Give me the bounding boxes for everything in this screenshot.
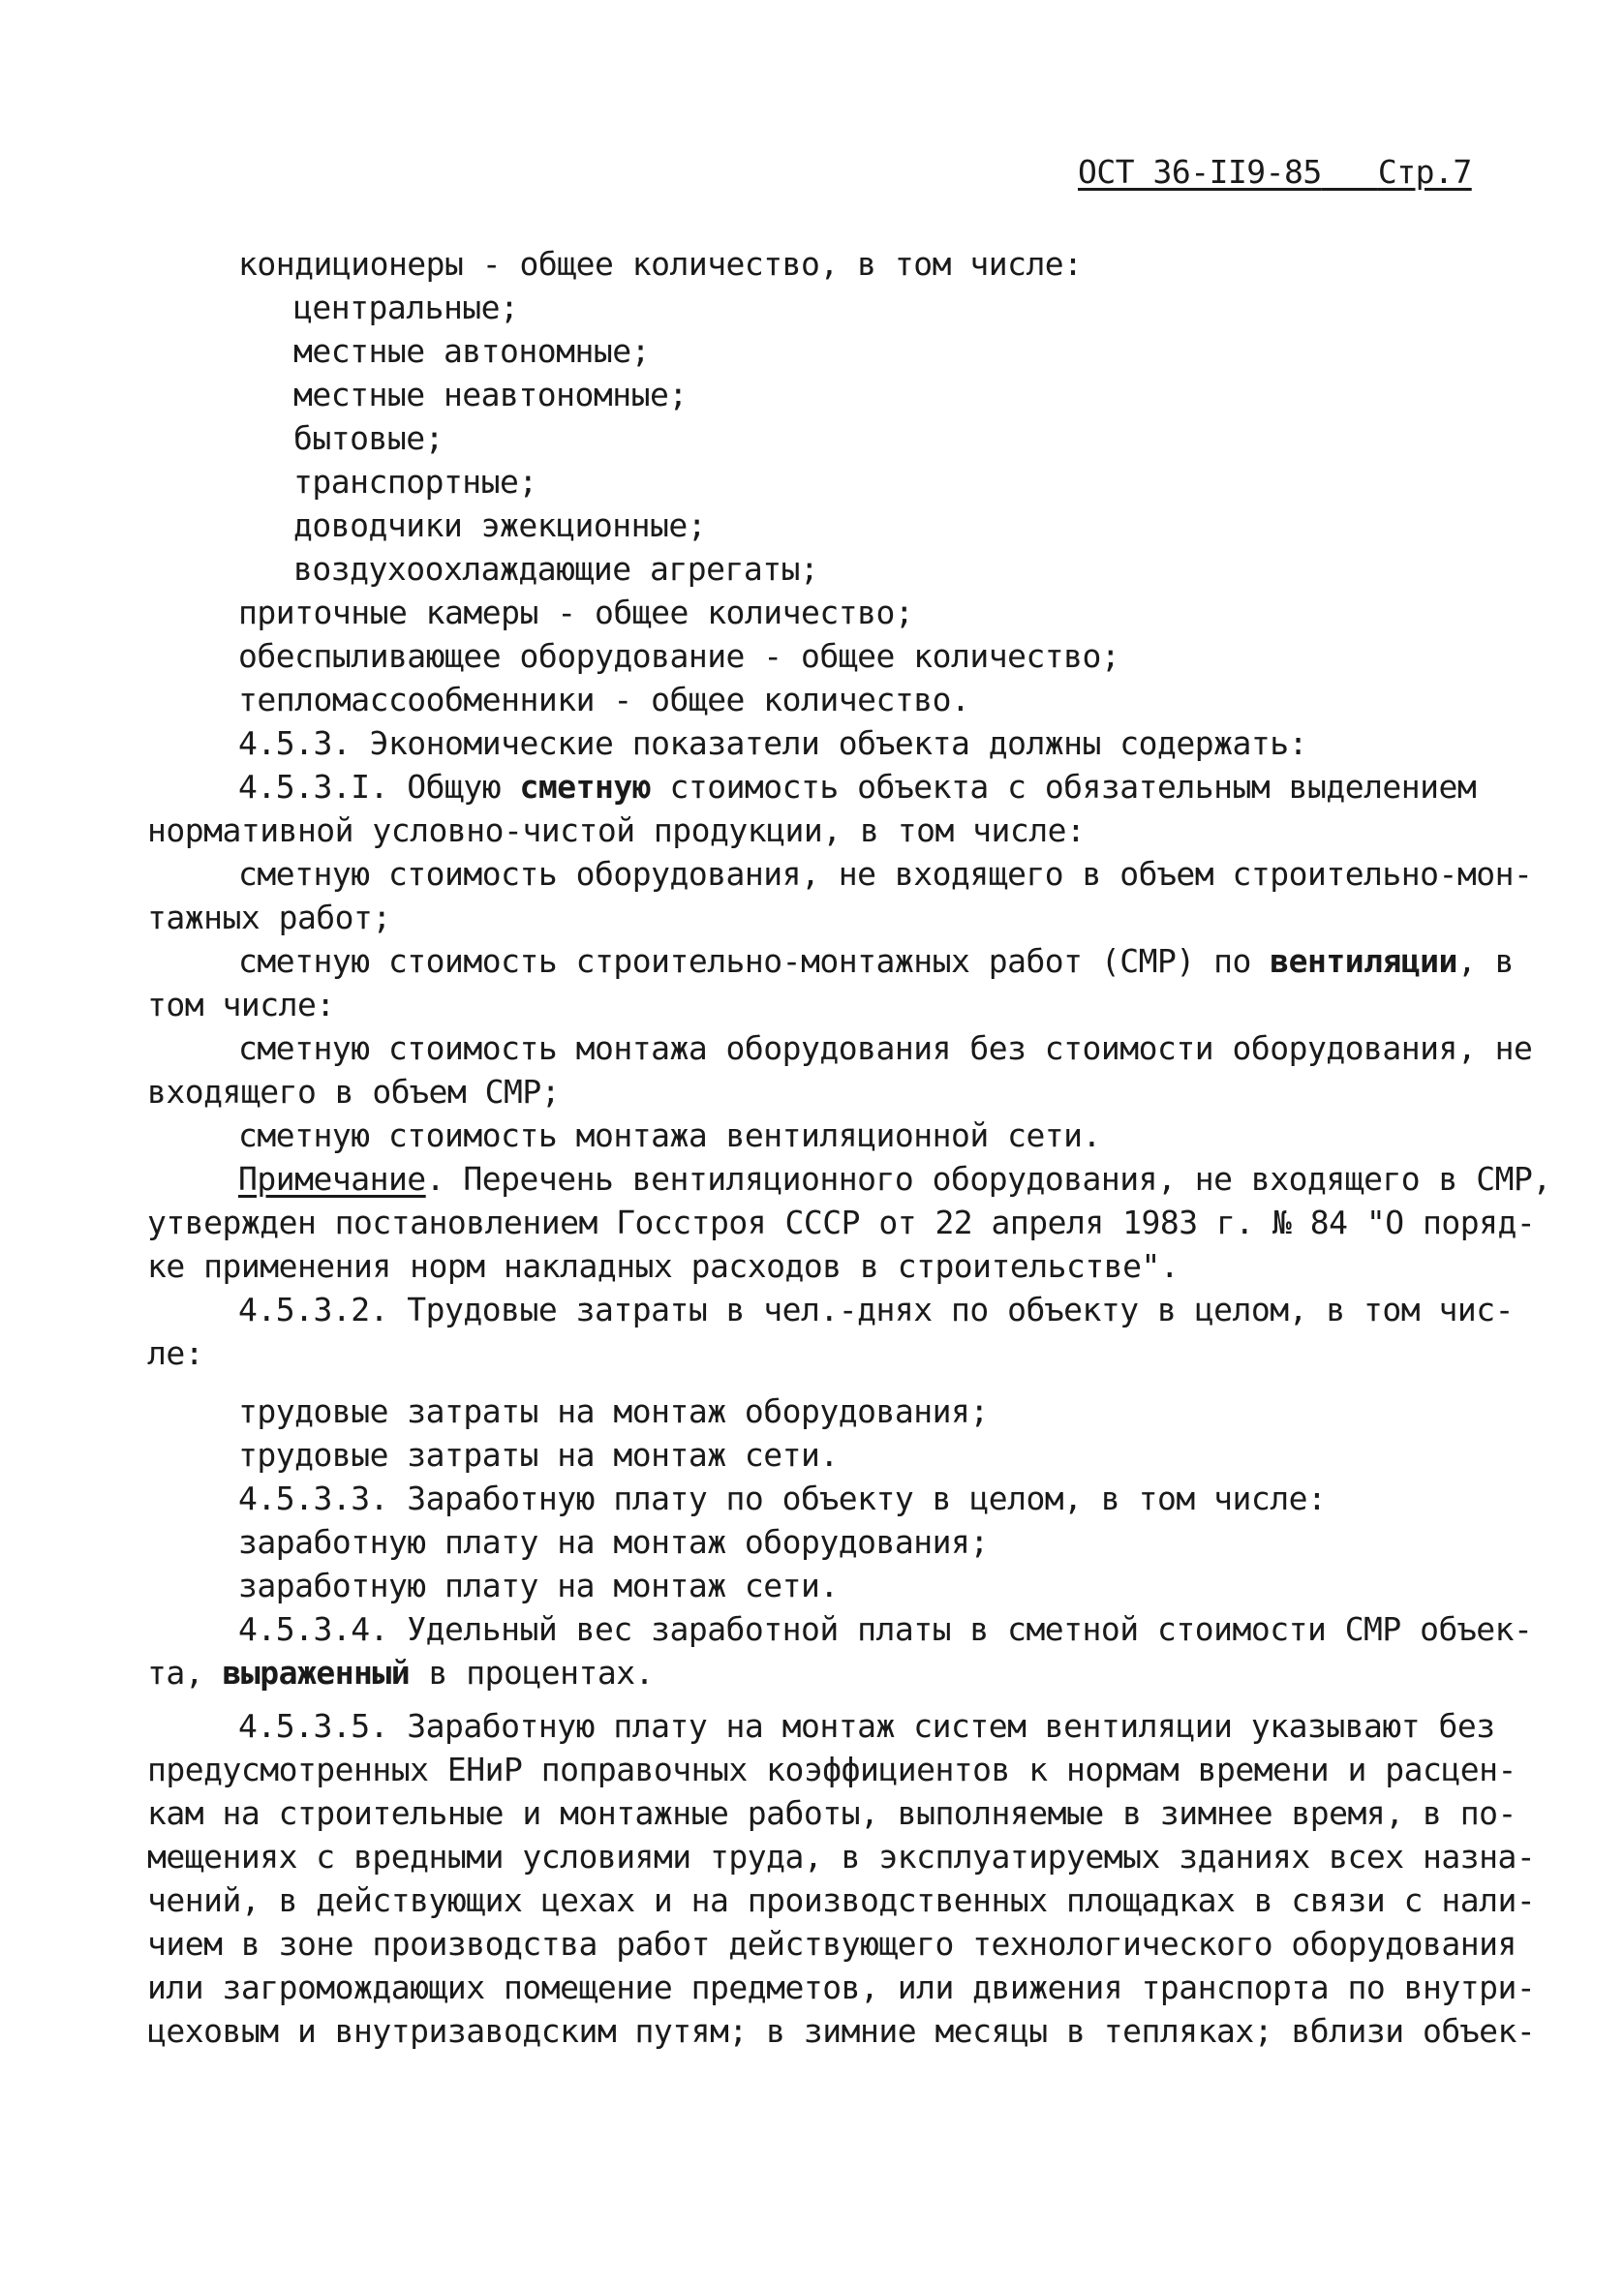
note-label: Примечание xyxy=(238,1160,426,1198)
text-line xyxy=(147,896,391,939)
text-line xyxy=(238,1704,1495,1748)
text-segment: 4.5.3.I. Общую xyxy=(238,768,520,806)
text-segment: трудовые затраты на монтаж оборудования; xyxy=(238,1392,989,1430)
page-header xyxy=(1078,153,1472,191)
emphasized-text: сметную xyxy=(519,768,652,806)
text-segment: транспортные; xyxy=(293,463,537,501)
text-segment: сметную стоимость монтажа вентиляционной сети. xyxy=(238,1116,1101,1154)
text-segment: сметную стоимость оборудования, не входящего в объем строительно-мон- xyxy=(238,855,1533,893)
text-line xyxy=(147,983,335,1026)
text-line xyxy=(238,242,1083,286)
text-line xyxy=(147,1966,1535,2009)
text-line xyxy=(147,1244,1179,1288)
text-segment: трудовые затраты на монтаж сети. xyxy=(238,1436,839,1474)
text-segment: ке применения норм накладных расходов в строительстве". xyxy=(147,1247,1180,1285)
text-segment: 4.5.3.3. Заработную плату по объекту в целом, в том числе: xyxy=(238,1480,1327,1517)
text-segment: кондиционеры - общее количество, в том числе: xyxy=(238,245,1083,283)
text-segment: тепломассообменники - общее количество. xyxy=(238,681,970,718)
text-segment: местные неавтономные; xyxy=(293,376,688,413)
text-line xyxy=(147,1070,560,1114)
text-segment: кам на строительные и монтажные работы, выполняемые в зимнее время, в по- xyxy=(147,1794,1517,1832)
text-segment: та, xyxy=(147,1654,223,1692)
text-segment: , в xyxy=(1456,942,1515,980)
text-segment: 4.5.3.2. Трудовые затраты в чел.-днях по объекту в целом, в том чис- xyxy=(238,1291,1515,1328)
text-segment: мещениях с вредными условиями труда, в эксплуатируемых зданиях всех назна- xyxy=(147,1838,1536,1876)
text-segment: бытовые; xyxy=(293,419,444,457)
text-segment: ле: xyxy=(147,1334,204,1372)
text-segment: нормативной условно-чистой продукции, в том числе: xyxy=(147,811,1086,849)
text-line xyxy=(238,852,1532,896)
text-line xyxy=(238,1564,839,1607)
text-line xyxy=(238,591,913,634)
text-segment: стоимость объекта с обязательным выделением xyxy=(651,768,1477,806)
text-segment: 4.5.3.4. Удельный вес заработной платы в сметной стоимости СМР объек- xyxy=(238,1610,1533,1648)
text-line xyxy=(238,1288,1514,1331)
page-number: Стр.7 xyxy=(1377,153,1472,191)
emphasized-text: выраженный xyxy=(222,1654,411,1692)
text-segment: 4.5.3.5. Заработную плату на монтаж систем вентиляции указывают без xyxy=(238,1707,1495,1745)
text-segment: 4.5.3. Экономические показатели объекта должны содержать: xyxy=(238,724,1307,762)
text-line xyxy=(293,373,688,416)
text-line xyxy=(293,416,444,460)
text-segment: тажных работ; xyxy=(147,899,391,936)
emphasized-text: вентиляции xyxy=(1270,942,1457,980)
text-segment: в процентах. xyxy=(410,1654,654,1692)
text-segment: центральные; xyxy=(293,289,519,326)
text-segment: утвержден постановлением Госстроя СССР от 22 апреля 1983 г. № 84 "О поряд- xyxy=(147,1204,1536,1241)
text-line xyxy=(238,1114,1101,1157)
text-line xyxy=(238,1389,989,1433)
text-line xyxy=(238,1433,839,1477)
text-line xyxy=(293,286,518,329)
text-segment: воздухоохлаждающие агрегаты; xyxy=(293,550,819,588)
text-line xyxy=(238,939,1514,983)
text-segment: том числе: xyxy=(147,986,335,1023)
text-line xyxy=(147,1748,1517,1791)
text-line xyxy=(147,1835,1535,1878)
text-line xyxy=(238,1520,989,1564)
text-line xyxy=(147,1878,1535,1922)
text-line xyxy=(238,678,969,721)
text-segment: чений, в действующих цехах и на производственных площадках в связи с нали- xyxy=(147,1881,1536,1919)
text-segment: сметную стоимость монтажа оборудования без стоимости оборудования, не xyxy=(238,1029,1533,1067)
text-line xyxy=(293,504,706,547)
text-line xyxy=(147,1651,654,1694)
text-line xyxy=(238,1477,1326,1520)
text-line xyxy=(147,1922,1517,1966)
text-line xyxy=(238,1026,1532,1070)
text-line xyxy=(238,721,1307,765)
text-line xyxy=(147,1791,1517,1835)
text-segment: сметную стоимость строительно-монтажных работ (СМР) по xyxy=(238,942,1271,980)
text-segment: . Перечень вентиляционного оборудования, не входящего в СМР, xyxy=(425,1160,1551,1198)
text-line xyxy=(238,765,1476,809)
text-segment: цеховым и внутризаводским путям; в зимние месяцы в тепляках; вблизи объек- xyxy=(147,2012,1536,2050)
text-segment: доводчики эжекционные; xyxy=(293,506,707,544)
text-line xyxy=(293,547,818,591)
text-segment: заработную плату на монтаж оборудования; xyxy=(238,1523,989,1561)
text-line xyxy=(293,460,537,504)
text-line xyxy=(147,809,1085,852)
text-line xyxy=(238,1607,1532,1651)
text-segment: входящего в объем СМР; xyxy=(147,1073,561,1111)
text-line xyxy=(238,634,1119,678)
text-line xyxy=(238,1157,1551,1201)
text-line xyxy=(147,2009,1535,2053)
text-segment: или загромождающих помещение предметов, или движения транспорта по внутри- xyxy=(147,1969,1536,2006)
text-segment: предусмотренных ЕНиР поправочных коэффициентов к нормам времени и расцен- xyxy=(147,1751,1517,1788)
text-line xyxy=(147,1201,1535,1244)
document-code: ОСТ 36-II9-85 xyxy=(1078,153,1322,191)
text-line xyxy=(293,329,650,373)
text-segment: заработную плату на монтаж сети. xyxy=(238,1567,839,1604)
text-segment: приточные камеры - общее количество; xyxy=(238,594,914,631)
text-segment: местные автономные; xyxy=(293,332,650,370)
text-line xyxy=(147,1331,203,1375)
text-segment: обеспыливающее оборудование - общее количество; xyxy=(238,637,1120,675)
text-segment: чием в зоне производства работ действующего технологического оборудования xyxy=(147,1925,1517,1963)
